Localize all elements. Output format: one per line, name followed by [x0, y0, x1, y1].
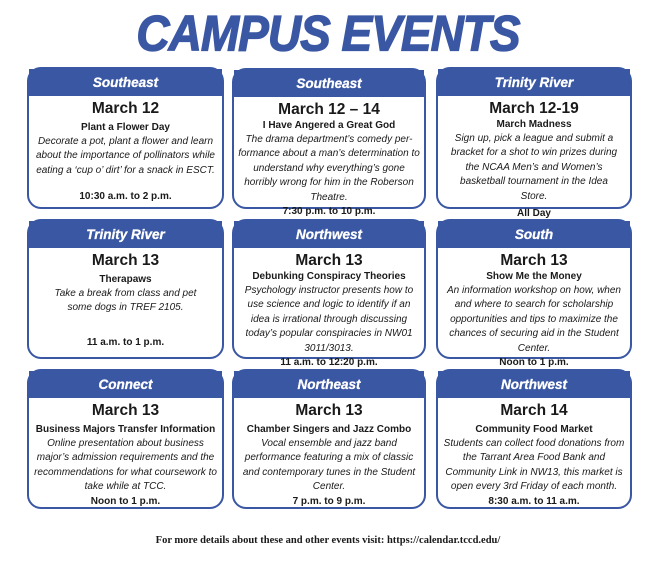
- event-description: Take a break from class and pet some dogs in TREF 2105.: [54, 288, 197, 314]
- event-date: March 13: [91, 252, 160, 269]
- event-description: Sign up, pick a league and submit a bracket for a shot to win prizes during the NCAA Men’s and Women’s basketball tournament in the Idea Store.: [450, 133, 618, 202]
- event-description: An information workshop on how, when and where to search for scholarship opportunities and tips to maximize the chances of securing aid in the Student Center.: [447, 285, 621, 354]
- campus-header: Southeast: [29, 69, 222, 96]
- footer-more-details-text: For more details about these and other events visit: https://calendar.tccd.edu/: [155, 535, 501, 546]
- event-time: 7 p.m. to 9 p.m.: [292, 495, 366, 507]
- campus-header: Northwest: [438, 371, 630, 398]
- campus-header: Northeast: [234, 371, 424, 398]
- campus-header: Southeast: [234, 70, 424, 97]
- event-card: [27, 67, 224, 209]
- event-date: March 13: [500, 252, 568, 269]
- event-description: Online presentation about business major’s admission requirements and the recommendations for what coursework to take while at TCC.: [34, 438, 217, 493]
- event-name: Plant a Flower Day: [81, 122, 170, 133]
- event-card: [232, 369, 426, 509]
- campus-header: Connect: [29, 371, 222, 398]
- event-card: [232, 68, 426, 218]
- event-name: Chamber Singers and Jazz Combo: [246, 424, 412, 435]
- event-card: [436, 67, 632, 220]
- event-time: All Day: [517, 208, 551, 220]
- event-name: Business Majors Transfer Information: [35, 424, 216, 435]
- event-card: [232, 219, 426, 369]
- campus-header: Northwest: [234, 221, 424, 248]
- event-card: [27, 219, 224, 359]
- event-time: Noon to 1 p.m.: [90, 495, 161, 507]
- event-time: 11 a.m. to 12:20 p.m.: [280, 357, 378, 369]
- event-time: Noon to 1 p.m.: [499, 357, 569, 369]
- event-time: 7:30 p.m. to 10 p.m.: [282, 206, 376, 218]
- event-name: Debunking Conspiracy Theories: [252, 271, 406, 282]
- event-name: Show Me the Money: [486, 271, 582, 282]
- event-name: Therapaws: [99, 274, 152, 285]
- event-time: 8:30 a.m. to 11 a.m.: [488, 495, 580, 507]
- campus-header: South: [438, 221, 630, 248]
- event-date: March 13: [91, 402, 160, 419]
- event-card: [436, 219, 632, 369]
- event-name: March Madness: [496, 119, 572, 130]
- campus-header: Trinity River: [438, 69, 630, 96]
- event-card: [436, 369, 632, 509]
- event-description: Students can collect food donations from the Tarrant Area Food Bank and Community Link in NW13, this market is open every 3rd Friday of each month.: [443, 438, 625, 493]
- event-date: March 14: [500, 402, 568, 419]
- event-date: March 13: [295, 252, 363, 269]
- event-date: March 12 – 14: [278, 101, 380, 118]
- event-description: Decorate a pot, plant a flower and learn about the importance of pollinators while eating a ‘cup o’ dirt’ for a snack in ESCT.: [36, 136, 215, 176]
- event-name: Community Food Market: [475, 424, 593, 435]
- event-date: March 12-19: [489, 100, 579, 117]
- event-time: 10:30 a.m. to 2 p.m.: [79, 191, 172, 202]
- event-description: Vocal ensemble and jazz band performance featuring a mix of classic and contemporary tunes in the Student Center.: [242, 438, 416, 493]
- event-description: Psychology instructor presents how to use science and logic to identify if an idea is irrational through discussing today’s popular conspiracies in NW01 3011/3013.: [244, 285, 414, 354]
- event-time: 11 a.m. to 1 p.m.: [86, 337, 165, 348]
- event-card: [27, 369, 224, 509]
- event-description: The drama department’s comedy per-formance about a man’s determination to understand why everything’s gone horribly wrong for him in the Roberson Theatre.: [238, 134, 420, 203]
- page-title: CAMPUS EVENTS: [136, 5, 520, 62]
- event-date: March 12: [91, 100, 160, 117]
- event-name: I Have Angered a Great God: [262, 120, 396, 131]
- event-date: March 13: [295, 402, 363, 419]
- campus-header: Trinity River: [29, 221, 222, 248]
